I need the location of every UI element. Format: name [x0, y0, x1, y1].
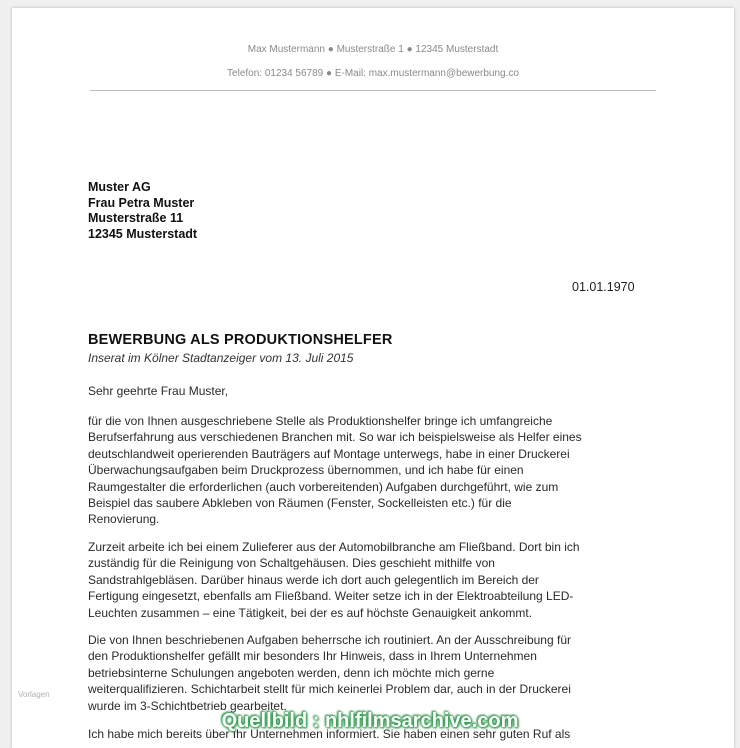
paragraph-line: wurde im 3-Schichtbetrieb gearbeitet. — [88, 698, 287, 713]
paragraph — [88, 632, 668, 714]
paragraph-line: betriebsinterne Schulungen angeboten werden, denn ich möchte mich gerne — [88, 665, 495, 680]
paragraph-line: Beispiel das saubere Abkleben von Räumen (Fenster, Sockelleisten etc.) für die — [88, 495, 512, 510]
paragraph-line: deutschlandweit operierenden Bauträgers auf Montage unterwegs, habe in einer Druckerei — [88, 446, 570, 461]
paragraph-line: Sandstrahlgebläsen. Darüber hinaus werde ich dort auch gelegentlich im Bereich der — [88, 572, 539, 587]
letter-date: 01.01.1970 — [572, 280, 635, 294]
recipient-person: Frau Petra Muster — [88, 195, 195, 210]
recipient-address — [88, 180, 197, 242]
header-divider — [90, 90, 656, 91]
paragraph-line: den Produktionshelfer gefällt mir besonders Ihr Hinweis, dass in Ihrem Unternehmen — [88, 649, 537, 664]
recipient-street: Musterstraße 11 — [88, 211, 184, 225]
paragraph-line: Renovierung. — [88, 512, 160, 527]
paragraph — [88, 413, 668, 528]
paragraph-line: Leuchten zusammen – eine Tätigkeit, bei der es auf höchste Genauigkeit ankommt. — [88, 605, 533, 620]
paragraph-line: Berufserfahrung aus verschiedenen Branchen mit. So war ich beispielsweise als Helfer eines — [88, 430, 582, 445]
paragraph-line: Überwachungsaufgaben beim Druckprozess übernommen, und ich habe für einen — [88, 463, 524, 478]
job-ad-reference: Inserat im Kölner Stadtanzeiger vom 13. Juli 2015 — [88, 351, 354, 365]
side-label: Vorlagen — [18, 690, 50, 699]
paragraph-line: Die von Ihnen beschriebenen Aufgaben beherrsche ich routiniert. An der Ausschreibung für — [88, 633, 571, 647]
paragraph-line: weiterqualifizieren. Schichtarbeit stellt für mich keinerlei Problem dar, auch in der Druckerei — [88, 682, 571, 697]
recipient-city: 12345 Musterstadt — [88, 226, 198, 241]
paragraph-line: zuständig für die Reinigung von Schaltgehäusen. Dies geschieht mithilfe von — [88, 556, 495, 571]
paragraph-line: Fertigung eingesetzt, ebenfalls am Fließband. Weiter setze ich in der Elektroabteilung LED- — [88, 589, 574, 604]
letter-page — [12, 8, 734, 748]
source-watermark: Quellbild : nhlfilmsarchive.com — [221, 710, 519, 732]
salutation: Sehr geehrte Frau Muster, — [88, 384, 229, 398]
contact-line: Telefon: 01234 56789 ● E-Mail: max.mustermann@bewerbung.co — [227, 68, 519, 79]
letter-subject: BEWERBUNG ALS PRODUKTIONSHELFER — [88, 332, 393, 348]
paragraph-line: Zurzeit arbeite ich bei einem Zulieferer aus der Automobilbranche am Fließband. Dort bin ich — [88, 540, 580, 554]
paragraph — [88, 539, 668, 621]
paragraph-line: für die von Ihnen ausgeschriebene Stelle als Produktionshelfer bringe ich umfangreiche — [88, 414, 553, 428]
sender-line: Max Mustermann ● Musterstraße 1 ● 12345 Musterstadt — [247, 44, 499, 55]
recipient-company: Muster AG — [88, 180, 151, 194]
paragraph-line: Ich habe mich bereits über Ihr Unternehmen informiert. Sie haben einen sehr guten Ruf als — [88, 727, 571, 741]
paragraph-line: Raumgestalter die erforderlichen (auch vorbereitenden) Aufgaben durchgeführt, wie zum — [88, 479, 559, 494]
